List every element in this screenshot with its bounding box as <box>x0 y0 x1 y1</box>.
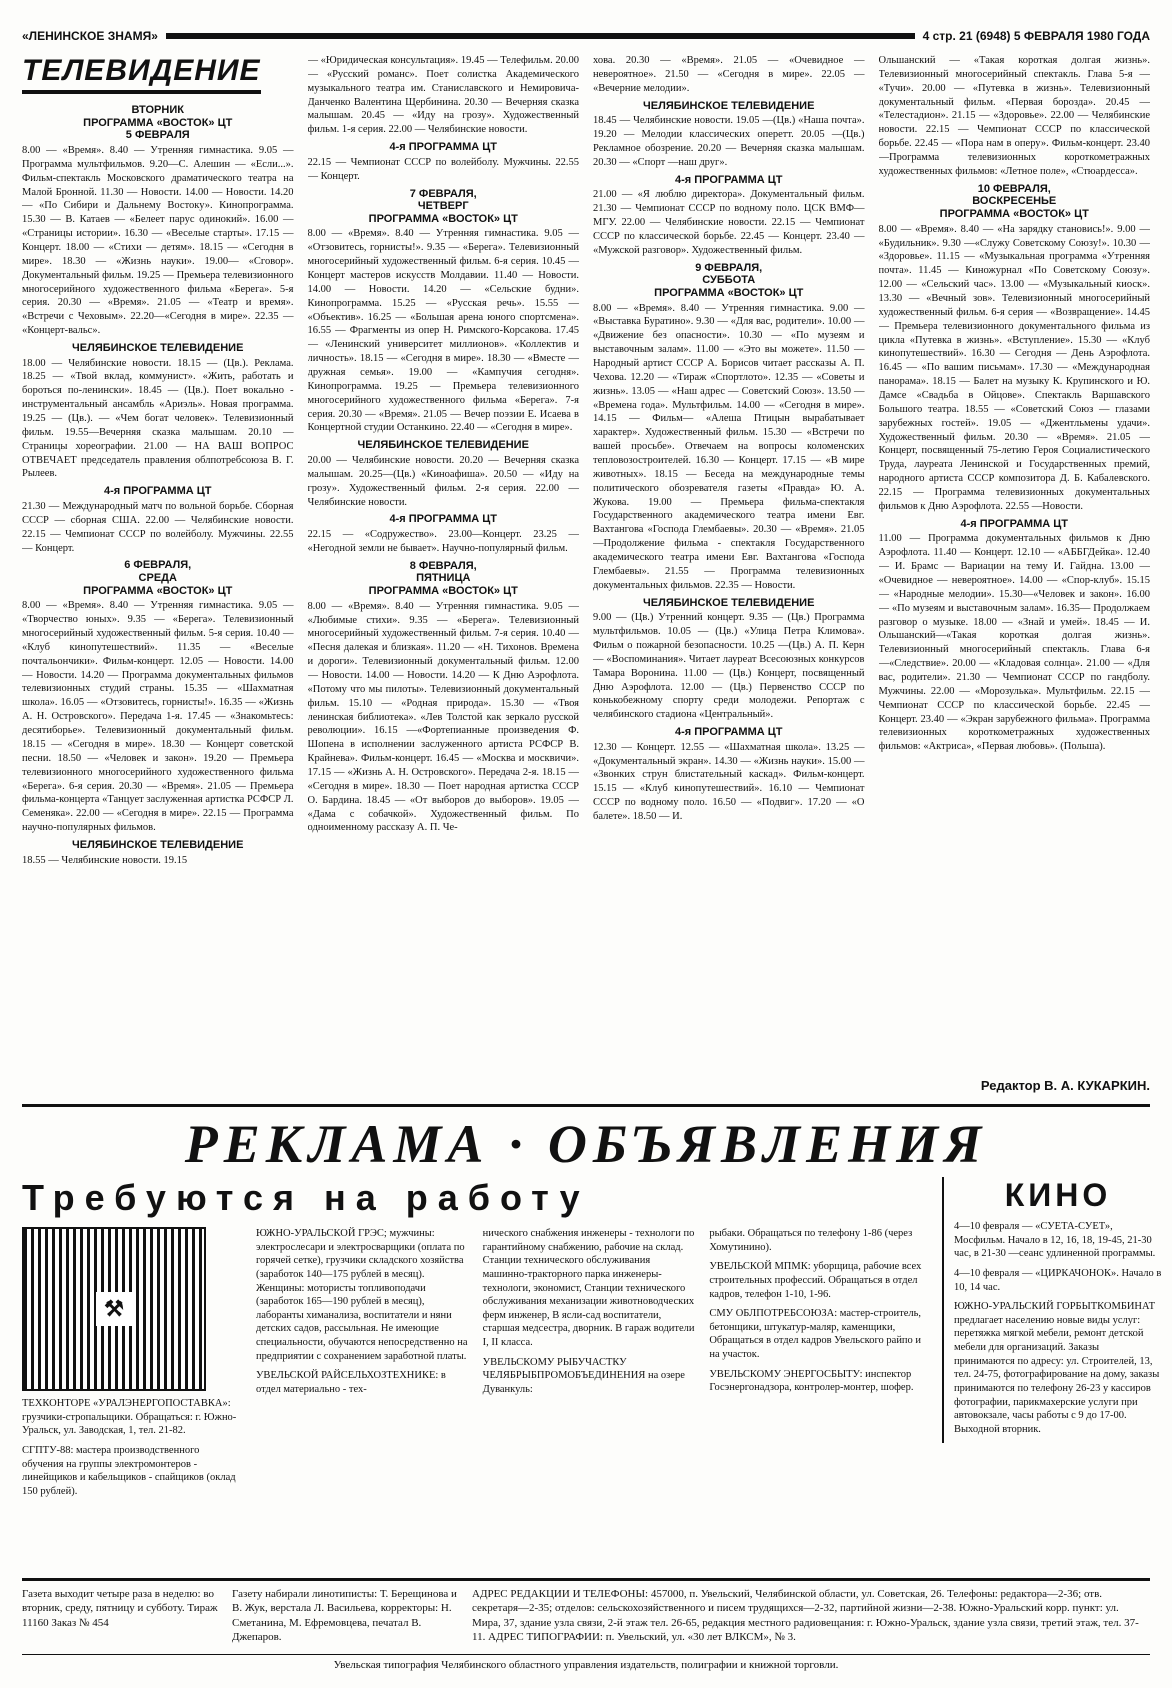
program-listing: 8.00 — «Время». 8.40 — Утренняя гимнастика. 9.00 — «Выставка Буратино». 9.30 — «Для вас, родители». 10.00 — «Движение без опасности». 10.30 — «По музеям и выставочным залам». 11.00 — «Это вы можете». 11.50 — Народный артист СССР А. Борисов читает рассказы А. П. Чехова. 12.20 — «Тираж «Спортлото». 12.35 — «Советы и жизнь». 13.05 — «Наш адрес — Советский Союз». 13.50 — «Времена года». Мультфильм. 14.00 — «Сегодня в мире». 14.15 — Фильм— «Алеша Птицын вырабатывает характер». Художественный фильм. 15.30 — «Встречи по вашей просьбе». Отвечаем на вопросы коломенских тепловозостроителей. 16.30 — Концерт. 17.15 — «В мире животных». 18.15 — Беседа на международные темы политического обозревателя газеты «Правда» Ю. А. Жукова. 19.00 — Премьера фильма-спектакля Государственного академического театра имени Евг. Вахтангова «Господа Глембаевы». 20.30 — «Время». 21.05 —Продолжение фильма - спектакля Государственного академического театра имени Евг. Вахтангова «Господа Глембаевы». 21.55 — Программа телевизионных документальных фильмов. 22.35 — Новости. <box>593 302 865 591</box>
kino-block <box>942 1177 1162 1443</box>
printer-credit: Увельская типография Челябинского областного управления издательств, полиграфии и книжной торговли. <box>22 1654 1150 1671</box>
jobs-grid <box>22 1227 922 1504</box>
job-ad: СГПТУ-88: мастера производственного обучения на группы электромонтеров - линейщиков и кабельщиков - спайщиков (оклад 150 рублей). <box>22 1444 236 1497</box>
tv-column-2 <box>308 54 580 1084</box>
job-ad: УВЕЛЬСКОМУ РЫБУЧАСТКУ ЧЕЛЯБРЫБПРОМОБЪЕДИНЕНИЯ на озере Дуванкуль: <box>482 1356 685 1396</box>
ads-section <box>22 1104 1162 1577</box>
tv-col1-content <box>22 104 294 867</box>
job-ad: нического снабжения инженеры - технологи по гарантийному снабжению, рабочие на склад. Станции технического обслуживания машинно-тракторного парка инженеры-технологи, экономист, Станции технического обслуживания механизации животноводческих ферм инженер, В ясли-сад воспитатели, старшая медсестра, дворник. В гараж водители I, II класса. <box>482 1228 695 1349</box>
kino-item: ЮЖНО-УРАЛЬСКИЙ ГОРБЫТКОМБИНАТ предлагает населению новые виды услуг: перетяжка мягкой мебели, ремонт детской мебели для организаций. Заказы принимаются по адресу: ул. Строителей, 13, тел. 24-75, фотографирование на дому, заказы принимаются по телефону 26-23 у кассиров фотографии, парикмахерские услуги при автовокзале, часы работы с 9 до 17-00. Выходной вторник. <box>954 1301 1160 1435</box>
program-listing: 8.00 — «Время». 8.40 — Утренняя гимнастика. 9.05 — «Творчество юных». 9.35 — «Берега». Телевизионный многосерийный художественный фильм. 5-я серия. 10.40 — «Клуб кинопутешествий». 11.35 — «Веселые почтальончики». Фильм-концерт. 12.05 — Новости. 14.00 — Новости. 14.20 — Программа документальных фильмов телевизионных студий страны. 15.35 — «Шахматная школа». 16.05 — «Отзовитесь, горнисты!». 16.35 — «Жизнь А. Н. Островского». Передача 1-я. 17.45 — «Знакомьтесь: десятиборье». Телевизионный документальный фильм. 18.15 — «Сегодня в мире». 18.30 — Концерт советской песни. 18.50 — «Человек и закон». 19.20 — Премьера телевизионного многосерийного художественного фильма «Берега». 6-я серия. 20.30 — «Время». 21.05 — Премьера фильма-концерта «Танцует заслуженная артистка РСФСР Л. Семеняка». 22.00 — «Сегодня в мире». 22.15 — Программа научно-популярных фильмов. <box>22 600 294 834</box>
program-heading: 10 ФЕВРАЛЯ, ВОСКРЕСЕНЬЕ ПРОГРАММА «ВОСТОК» ЦТ <box>939 182 1089 221</box>
newspaper-page <box>22 26 1162 1676</box>
kino-item: 4—10 февраля — «СУЕТА-СУЕТ», Мосфильм. Начало в 12, 16, 18, 19-45, 21-30 час, в 21-30 —сеанс удлиненной программы. <box>954 1221 1156 1260</box>
jobs-column-3 <box>483 1227 696 1504</box>
jobs-column-1 <box>22 1227 242 1504</box>
kino-title: КИНО <box>1004 1177 1112 1213</box>
footer <box>22 1578 1150 1657</box>
program-heading: 6 ФЕВРАЛЯ, СРЕДА ПРОГРАММА «ВОСТОК» ЦТ <box>83 559 233 597</box>
job-ad: УВЕЛЬСКОЙ МПМК: уборщица, рабочие всех строительных профессий. Обращаться в отдел кадров, телефон 1-10, 1-96. <box>709 1261 922 1300</box>
footer-staff: Газету набирали линотиписты: Т. Берещинова и В. Жук, верстала Л. Васильева, корректоры: Н. Сметанина, М. Ефремовцева, печатал В. Джепаров. <box>232 1588 457 1643</box>
ads-title: РЕКЛАМА · ОБЪЯВЛЕНИЯ <box>184 1114 988 1174</box>
program-listing: хова. 20.30 — «Время». 21.05 — «Очевидное — невероятное». 21.50 — «Сегодня в мире». 22.05 — «Вечерние мелодии». <box>593 55 865 94</box>
program-heading: ЧЕЛЯБИНСКОЕ ТЕЛЕВИДЕНИЕ <box>643 99 815 112</box>
kino-item: 4—10 февраля — «ЦИРКАЧОНОК». Начало в 10, 14 час. <box>954 1267 1162 1293</box>
program-heading: ЧЕЛЯБИНСКОЕ ТЕЛЕВИДЕНИЕ <box>357 439 529 452</box>
program-listing: 22.15 — «Содружество». 23.00—Концерт. 23.25 — «Негодной земли не бывает». Научно-популярный фильм. <box>307 529 579 554</box>
jobs-column-4 <box>709 1227 922 1504</box>
masthead-issue: 4 стр. 21 (6948) 5 ФЕВРАЛЯ 1980 ГОДА <box>922 29 1150 43</box>
program-listing: 18.45 — Челябинские новости. 19.05 —(Цв.) «Наша почта». 19.20 — Мелодии классических оперетт. 20.05 —(Цв.) Рекламное обозрение. 20.20 — Вечерняя сказка малышам. 20.30 — «Спорт —наш друг». <box>593 115 865 168</box>
program-heading: 4-я ПРОГРАММА ЦТ <box>960 517 1069 530</box>
program-heading: 8 ФЕВРАЛЯ, ПЯТНИЦА ПРОГРАММА «ВОСТОК» ЦТ <box>368 559 518 598</box>
program-listing: 18.55 — Челябинские новости. 19.15 <box>22 854 188 866</box>
job-ad: УВЕЛЬСКОЙ РАЙСЕЛЬХОЗТЕХНИКЕ: в отдел материально - тех- <box>256 1370 446 1396</box>
job-ad: ЮЖНО-УРАЛЬСКОЙ ГРЭС; мужчины: электрослесари и электросварщики (оплата по горячей сетке), грузчики складского хозяйства (заработок 140—175 рублей в месяц). Женщины: мотористы топливоподачи (заработок 165—190 рублей в месяц), лаборанты химанализа, воспитатели и няни детских садов, рассыльная. Не имеющие специальности, обучаются непосредственно на предприятии с сохранением заработной платы. <box>256 1228 468 1362</box>
tv-column-3 <box>593 54 865 1084</box>
footer-schedule: Газета выходит четыре раза в неделю: во вторник, среду, пятницу и субботу. Тираж 11160 Заказ № 454 <box>22 1588 218 1629</box>
program-heading: 7 ФЕВРАЛЯ, ЧЕТВЕРГ ПРОГРАММА «ВОСТОК» ЦТ <box>368 187 518 225</box>
tv-section <box>22 54 1150 1084</box>
job-ad: ТЕХКОНТОРЕ «УРАЛЭНЕРГОПОСТАВКА»: грузчики-стропальщики. Обращаться: г. Южно-Уральск, ул. Заводская, 1, тел. 21-82. <box>22 1398 237 1437</box>
program-listing: 9.00 — (Цв.) Утренний концерт. 9.35 — (Цв.) Программа мультфильмов. 10.05 — (Цв.) «Улица Петра Климова». Фильм о пожарной безопасности. 10.25 —(Цв.) А. П. Керн — «Воспоминания». Читает лауреат Всесоюзных конкурсов Тамара Воронина. 11.00 — (Цв.) Концерт, посвященный Дню Аэрофлота. 12.00 — (Цв.) Первенство СССР по конькобежному спорту среди молодежи. Репортаж с челябинского стадиона «Центральный». <box>593 612 865 721</box>
worker-icon: ⚒ <box>96 1292 132 1326</box>
masthead-rule <box>166 33 915 39</box>
masthead <box>22 26 1150 46</box>
program-listing: — «Юридическая консультация». 19.45 — Телефильм. 20.00 — «Русский романс». Поет солистка Академического музыкального театра им. Станиславского и Немировича-Данченко Валентина Щербинина. 20.30 — Вечерняя сказка малышам. 20.45 — «Иду на грозу». Художественный фильм. 1-я серия. 22.00 — Челябинские новости. <box>307 55 579 136</box>
program-heading: 4-я ПРОГРАММА ЦТ <box>674 726 783 739</box>
program-listing: 18.00 — Челябинские новости. 18.15 — (Цв.). Реклама. 18.25 — «Твой вклад, коммунист». «Жить, работать и бороться по-ленински». 18.45 — (Цв.). Поет вокально - инструментальный ансамбль «Ариэль». Новая программа. 19.25 — (Цв.). — «Чем богат человек». Телевизионный фильм. 19.55—Вечерняя сказка малышам. 20.10 — Страницы хореографии. 21.00 — НА ВАШ ВОПРОС ОТВЕЧАЕТ председатель правления облпотребсоюза В. Г. Рылеев. <box>22 357 294 480</box>
program-listing: Ольшанский — «Такая короткая долгая жизнь». Телевизионный многосерийный спектакль. Глава 5-я — «Тучи». 20.00 — «Путевка в жизнь». Телевизионный документальный фильм. «Первая борозда». 20.45 — «Телестадион». 21.15 — «Здоровье». 22.00 — Челябинские новости. 22.15 — Чемпионат СССР по классической борьбе. 22.45 — «Пора нам в оперу». Фильм-концерт. 23.40 —Программа телевизионных короткометражных художественных фильмов: «Летное поле», «Стюардесса». <box>878 55 1150 177</box>
tv-column-4 <box>879 54 1151 1084</box>
jobs-title: Требуются на работу <box>22 1177 590 1218</box>
footer-address: АДРЕС РЕДАКЦИИ И ТЕЛЕФОНЫ: 457000, п. Увельский, Челябинской области, ул. Советская, 26. Телефоны: редактора—2-36; отв. секретаря—2-35; отделов: сельскохозяйственного и писем трудящихся—2-32, партийной жизни—2-38. Южно-Уральский корр. пункт: ул. Мира, 37, здание узла связи, 2-й этаж тел. 26-65, редакция местного радиовещания: г. Южно-Уральск, здание узла связи, третий этаж, тел. 37-11. АДРЕС ТИПОГРАФИИ: п. Увельский, ул. «30 лет ВЛКСМ», № 3. <box>472 1588 1139 1643</box>
job-ad: СМУ ОБЛПОТРЕБСОЮЗА: мастер-строитель, бетонщики, штукатур-маляр, каменщики, Обращаться в отдел кадров Увельского райпо и на участок. <box>709 1308 922 1361</box>
job-ad: УВЕЛЬСКОМУ ЭНЕРГОСБЫТУ: инспектор Госэнергонадзора, контролер-монтер, шофер. <box>709 1368 914 1394</box>
worker-illustration <box>22 1227 206 1391</box>
program-heading: 4-я ПРОГРАММА ЦТ <box>389 513 498 526</box>
program-listing: 11.00 — Программа документальных фильмов к Дню Аэрофлота. 11.40 — Концерт. 12.10 — «АББГДейка». 12.40 — И. Брамс — Вариации на тему И. Гайдна. 13.00 — «Очевидное — невероятное». 14.00 — «Спор-клуб». 15.15 — «Народные мелодии». 15.30—«Человек и закон». 16.00 — «По музеям и выставочным залам». 16.35— Продолжаем разговор о музыке. 18.00 — «Знай и умей». 18.45 — И. Ольшанский—«Такая короткая долгая жизнь». Телевизионный многосерийный спектакль. Глава 6-я —«Следствие». 20.00 — «Кладовая солнца». 21.00 — «Для вас, родители». 21.30 — Чемпионат СССР по гандболу. Мужчины. 22.00 — «Морозулька». Мультфильм. 22.15 — Чемпионат СССР по классической борьбе. 22.45 — Концерт. 23.40 — «Экран зарубежного фильма». Программа телевизионных короткометражных художественных фильмов: «Актриса», «Первая любовь». (Польша). <box>878 533 1150 753</box>
program-listing: 21.00 — «Я люблю директора». Документальный фильм. 21.30 — Чемпионат СССР по водному поло. ЦСК ВМФ—МГУ. 22.00 — Челябинские новости. 22.15 — Чемпионат СССР по классической борьбе. 22.45 — Концерт. 23.40 — «Мужской разговор». Художественный фильм. <box>593 189 865 256</box>
masthead-title: «ЛЕНИНСКОЕ ЗНАМЯ» <box>22 29 158 43</box>
program-listing: 8.00 — «Время». 8.40 — «На зарядку становись!». 9.00 — «Будильник». 9.30 —«Служу Советскому Союзу!». 10.30 — «Здоровье». 11.15 — «Музыкальная программа «Утренняя почта». 11.45 — Киножурнал «По Советскому Союзу». 12.00 — «Сельский час». 13.00 — «Музыкальный киоск». 13.30 — «Вечный зов». Телевизионный многосерийный художественный фильм. 6-я серия — «Возвращение». 14.45 — Премьера телевизионного документального фильма из цикла «Путевка в жизнь». «Вступление». 15.30 — «Клуб кинопутешествий». 16.30 — Сегодня — День Аэрофлота. 16.45 — «По вашим письмам». 17.30 — «Международная панорама». 18.15 — Балет на музыку К. Крупинского и Ю. Дамсе «Свадьба в Ойцове». Спектакль Варшавского Большого театра. 18.55 — «Советский Союз — глазами зарубежных гостей». 19.05 — «Джентльмены удачи». Художественный фильм. 20.30 — «Время». 21.05 — Концерт, посвященный 75-летию Героя Социалистического Труда, лауреата Ленинской и Государственных премий, народного артиста СССР композитора Д. Б. Кабалевского. 22.15 — Программа телевизионных документальных фильмов к Дню Аэрофлота. 22.55 —Новости. <box>878 223 1150 512</box>
program-listing: 8.00 — «Время». 8.40 — Утренняя гимнастика. 9.05 — «Отзовитесь, горнисты!». 9.35 — «Берега». Телевизионный многосерийный художественный фильм. 6-я серия. 10.45 — Концерт мастеров искусств Молдавии. 11.40 — Новости. 14.00 — Новости. 14.20 — «Сельские будни». Кинопрограмма. 15.25 — «Русская речь». 15.55 — «Объектив». 16.25 — «Большая арена юного спортсмена». 16.55 — Фрагменты из опер Н. Римского-Корсакова. 17.45 — «Ленинский университет миллионов». «Коллектив и личность». 18.15 — «Сегодня в мире». 18.30 — «Вместе — дружная семья». 19.00 — «Кампучия сегодня». Кинопрограмма. 19.25 — Премьера телевизионного многосерийного художественного фильма «Берега». 7-я серия. 20.30 — «Время». 21.05 — Вечер поэзии Е. Исаева в Концертной студии Останкино. 22.40 — «Сегодня в мире». <box>307 228 579 434</box>
program-heading: ЧЕЛЯБИНСКОЕ ТЕЛЕВИДЕНИЕ <box>643 596 815 609</box>
editor-credit: Редактор В. А. КУКАРКИН. <box>980 1078 1150 1093</box>
program-listing: 8.00 — «Время». 8.40 — Утренняя гимнастика. 9.05 — Программа мультфильмов. 9.20—С. Алешин — «Если...». Фильм-спектакль Московского драматического театра на Малой Бронной. 11.30 — Новости. 14.00 — Новости. 14.20 — «По Сибири и Дальнему Востоку». Кинопрограмма. 15.30 — В. Катаев — «Белеет парус одинокий». 16.00 — «Страницы истории». 16.30 — «Веселые старты». 17.15 — Концерт. 18.00 — «Стихи — детям». 18.15 — «Сегодня в мире». 18.30 — «Жизнь науки». 19.00— «Сговор». Документальный фильм. 19.25 — Премьера телевизионного многосерийного художественного фильма «Берега». 5-я серия. 20.30 — «Время». 21.05 — «Театр и время». «Встречи с Чеховым». 22.20—«Сегодня в мире». 22.35 — «Концерт-вальс». <box>22 144 294 337</box>
program-heading: 4-я ПРОГРАММА ЦТ <box>103 485 212 498</box>
program-heading: 4-я ПРОГРАММА ЦТ <box>389 141 498 154</box>
program-heading: ЧЕЛЯБИНСКОЕ ТЕЛЕВИДЕНИЕ <box>72 341 244 354</box>
program-heading: 4-я ПРОГРАММА ЦТ <box>674 173 783 186</box>
program-listing: 22.15 — Чемпионат СССР по волейболу. Мужчины. 22.55 — Концерт. <box>307 156 579 182</box>
program-heading: ВТОРНИК ПРОГРАММА «ВОСТОК» ЦТ 5 ФЕВРАЛЯ <box>83 104 233 142</box>
program-listing: 8.00 — «Время». 8.40 — Утренняя гимнастика. 9.05 — «Любимые стихи». 9.35 — «Берега». Телевизионный многосерийный художественный фильм. 7-я серия. 10.40 — «Песня далекая и близкая». 11.20 — «Н. Тихонов. Времена и дороги». Телевизионный документальный фильм. 12.00 — Новости. 14.00 — Новости. 14.20 — К Дню Аэрофлота. «Потому что мы пилоты». Телевизионный документальный фильм. 15.10 — «Родная природа». 15.30 — «Твоя ленинская библиотека». «Лев Толстой как зеркало русской революции». 16.15 —«Фортепианные произведения Ф. Шопена в исполнении заслуженного артиста РСФСР В. Крайнева». Фильм-концерт. 16.45 — «Москва и москвичи». 17.15 — «Жизнь А. Н. Островского». Передача 2-я. 18.15 — «Сегодня в мире». 18.30 — Поет народная артистка СССР О. Бардина. 18.45 — «От выборов до выборов». 19.05 — «Дама с собачкой». Художественный фильм. По одноименному рассказу А. П. Че- <box>307 600 579 834</box>
jobs-column-2 <box>256 1227 469 1504</box>
tv-column-1 <box>22 54 294 1084</box>
program-listing: 21.30 — Международный матч по вольной борьбе. Сборная СССР — сборная США. 22.00 — Челябинские новости. 22.15 — Чемпионат СССР по волейболу. Мужчины. 22.55 — Концерт. <box>22 500 294 554</box>
program-listing: 20.00 — Челябинские новости. 20.20 — Вечерняя сказка малышам. 20.25—(Цв.) «Киноафиша». 20.50 — «Иду на грозу». Художественный фильм. 2-я серия. 22.00 — Челябинские новости. <box>307 454 579 508</box>
job-ad: рыбаки. Обращаться по телефону 1-86 (через Хомутинино). <box>709 1228 913 1253</box>
program-heading: ЧЕЛЯБИНСКОЕ ТЕЛЕВИДЕНИЕ <box>72 838 244 851</box>
section-title: ТЕЛЕВИДЕНИЕ <box>22 54 261 94</box>
program-listing: 12.30 — Концерт. 12.55 — «Шахматная школа». 13.25 — «Документальный экран». 14.30 — «Жизнь науки». 15.00 — «Звонких струн блистательный каскад». Фильм-концерт. 15.15 — «Клуб кинопутешествий». 16.10 — Чемпионат СССР по водному поло. 16.50 — «Подвиг». 17.20 — «О балете». 18.50 — И. <box>593 741 865 823</box>
program-heading: 9 ФЕВРАЛЯ, СУББОТА ПРОГРАММА «ВОСТОК» ЦТ <box>654 261 804 299</box>
